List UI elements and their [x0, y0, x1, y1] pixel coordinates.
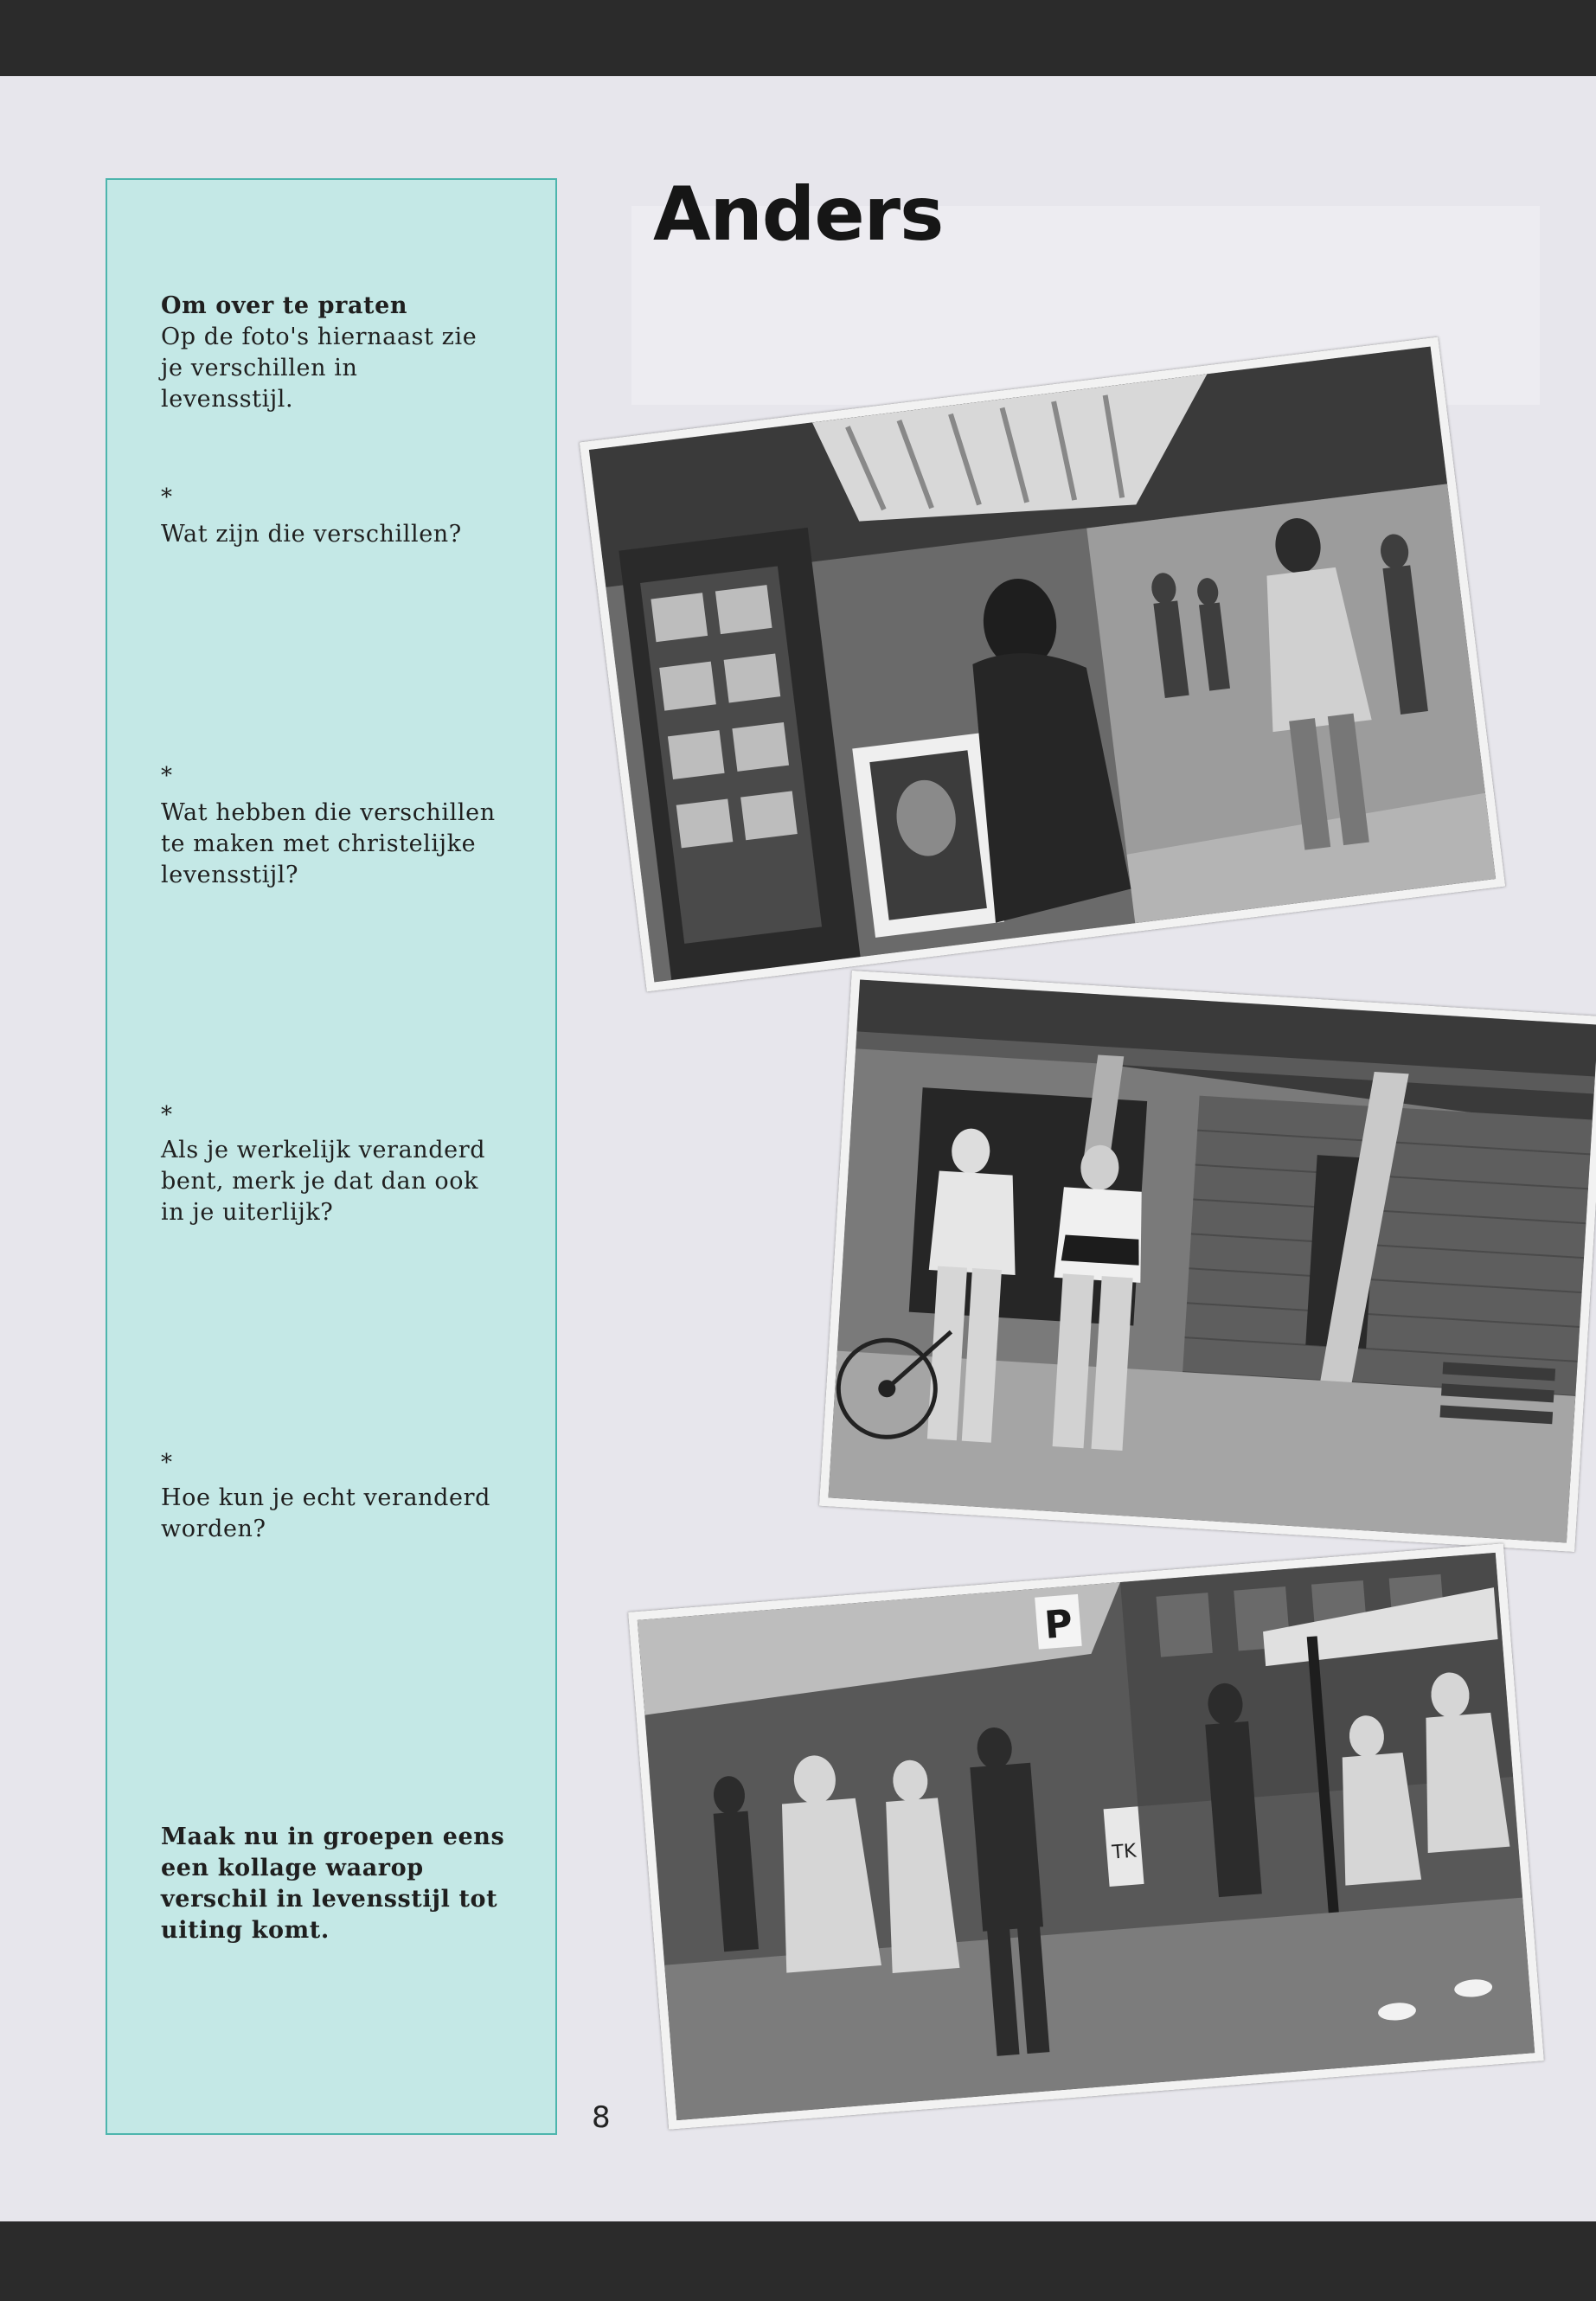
question-2: Wat hebben die verschillen te maken met christelijke levensstijl?	[161, 799, 496, 888]
question-1: Wat zijn die verschillen?	[161, 521, 462, 548]
page-number: 8	[592, 2100, 611, 2135]
photo-market-image	[638, 1553, 1535, 2120]
photo-market	[628, 1543, 1544, 2130]
photo-shelter-image	[828, 979, 1596, 1542]
parking-sign-letter: P	[1042, 1601, 1074, 1648]
question-3: Als je werkelijk veranderd bent, merk je dat dan ook in je uiterlijk?	[161, 1137, 486, 1226]
bullet-star: *	[161, 484, 172, 510]
sidebar-heading: Om over te praten	[161, 292, 408, 319]
sidebar-intro: Op de foto's hiernaast zie je verschillen in levensstijl.	[161, 324, 478, 413]
discussion-sidebar	[106, 178, 557, 2135]
photo-shop-street-image	[589, 347, 1496, 983]
photo-shop-street	[580, 336, 1506, 991]
photo-shelter	[819, 971, 1596, 1552]
bullet-star: *	[161, 1450, 172, 1476]
question-4: Hoe kun je echt veranderd worden?	[161, 1484, 491, 1542]
assignment-text: Maak nu in groepen eens een kollage waarop verschil in levensstijl tot uiting komt.	[161, 1823, 505, 1944]
bag-print-text: TK	[1111, 1840, 1138, 1864]
magazine-page	[0, 76, 1596, 2221]
page-title: Anders	[653, 171, 944, 258]
bullet-star: *	[161, 763, 172, 789]
bullet-star: *	[161, 1102, 172, 1128]
